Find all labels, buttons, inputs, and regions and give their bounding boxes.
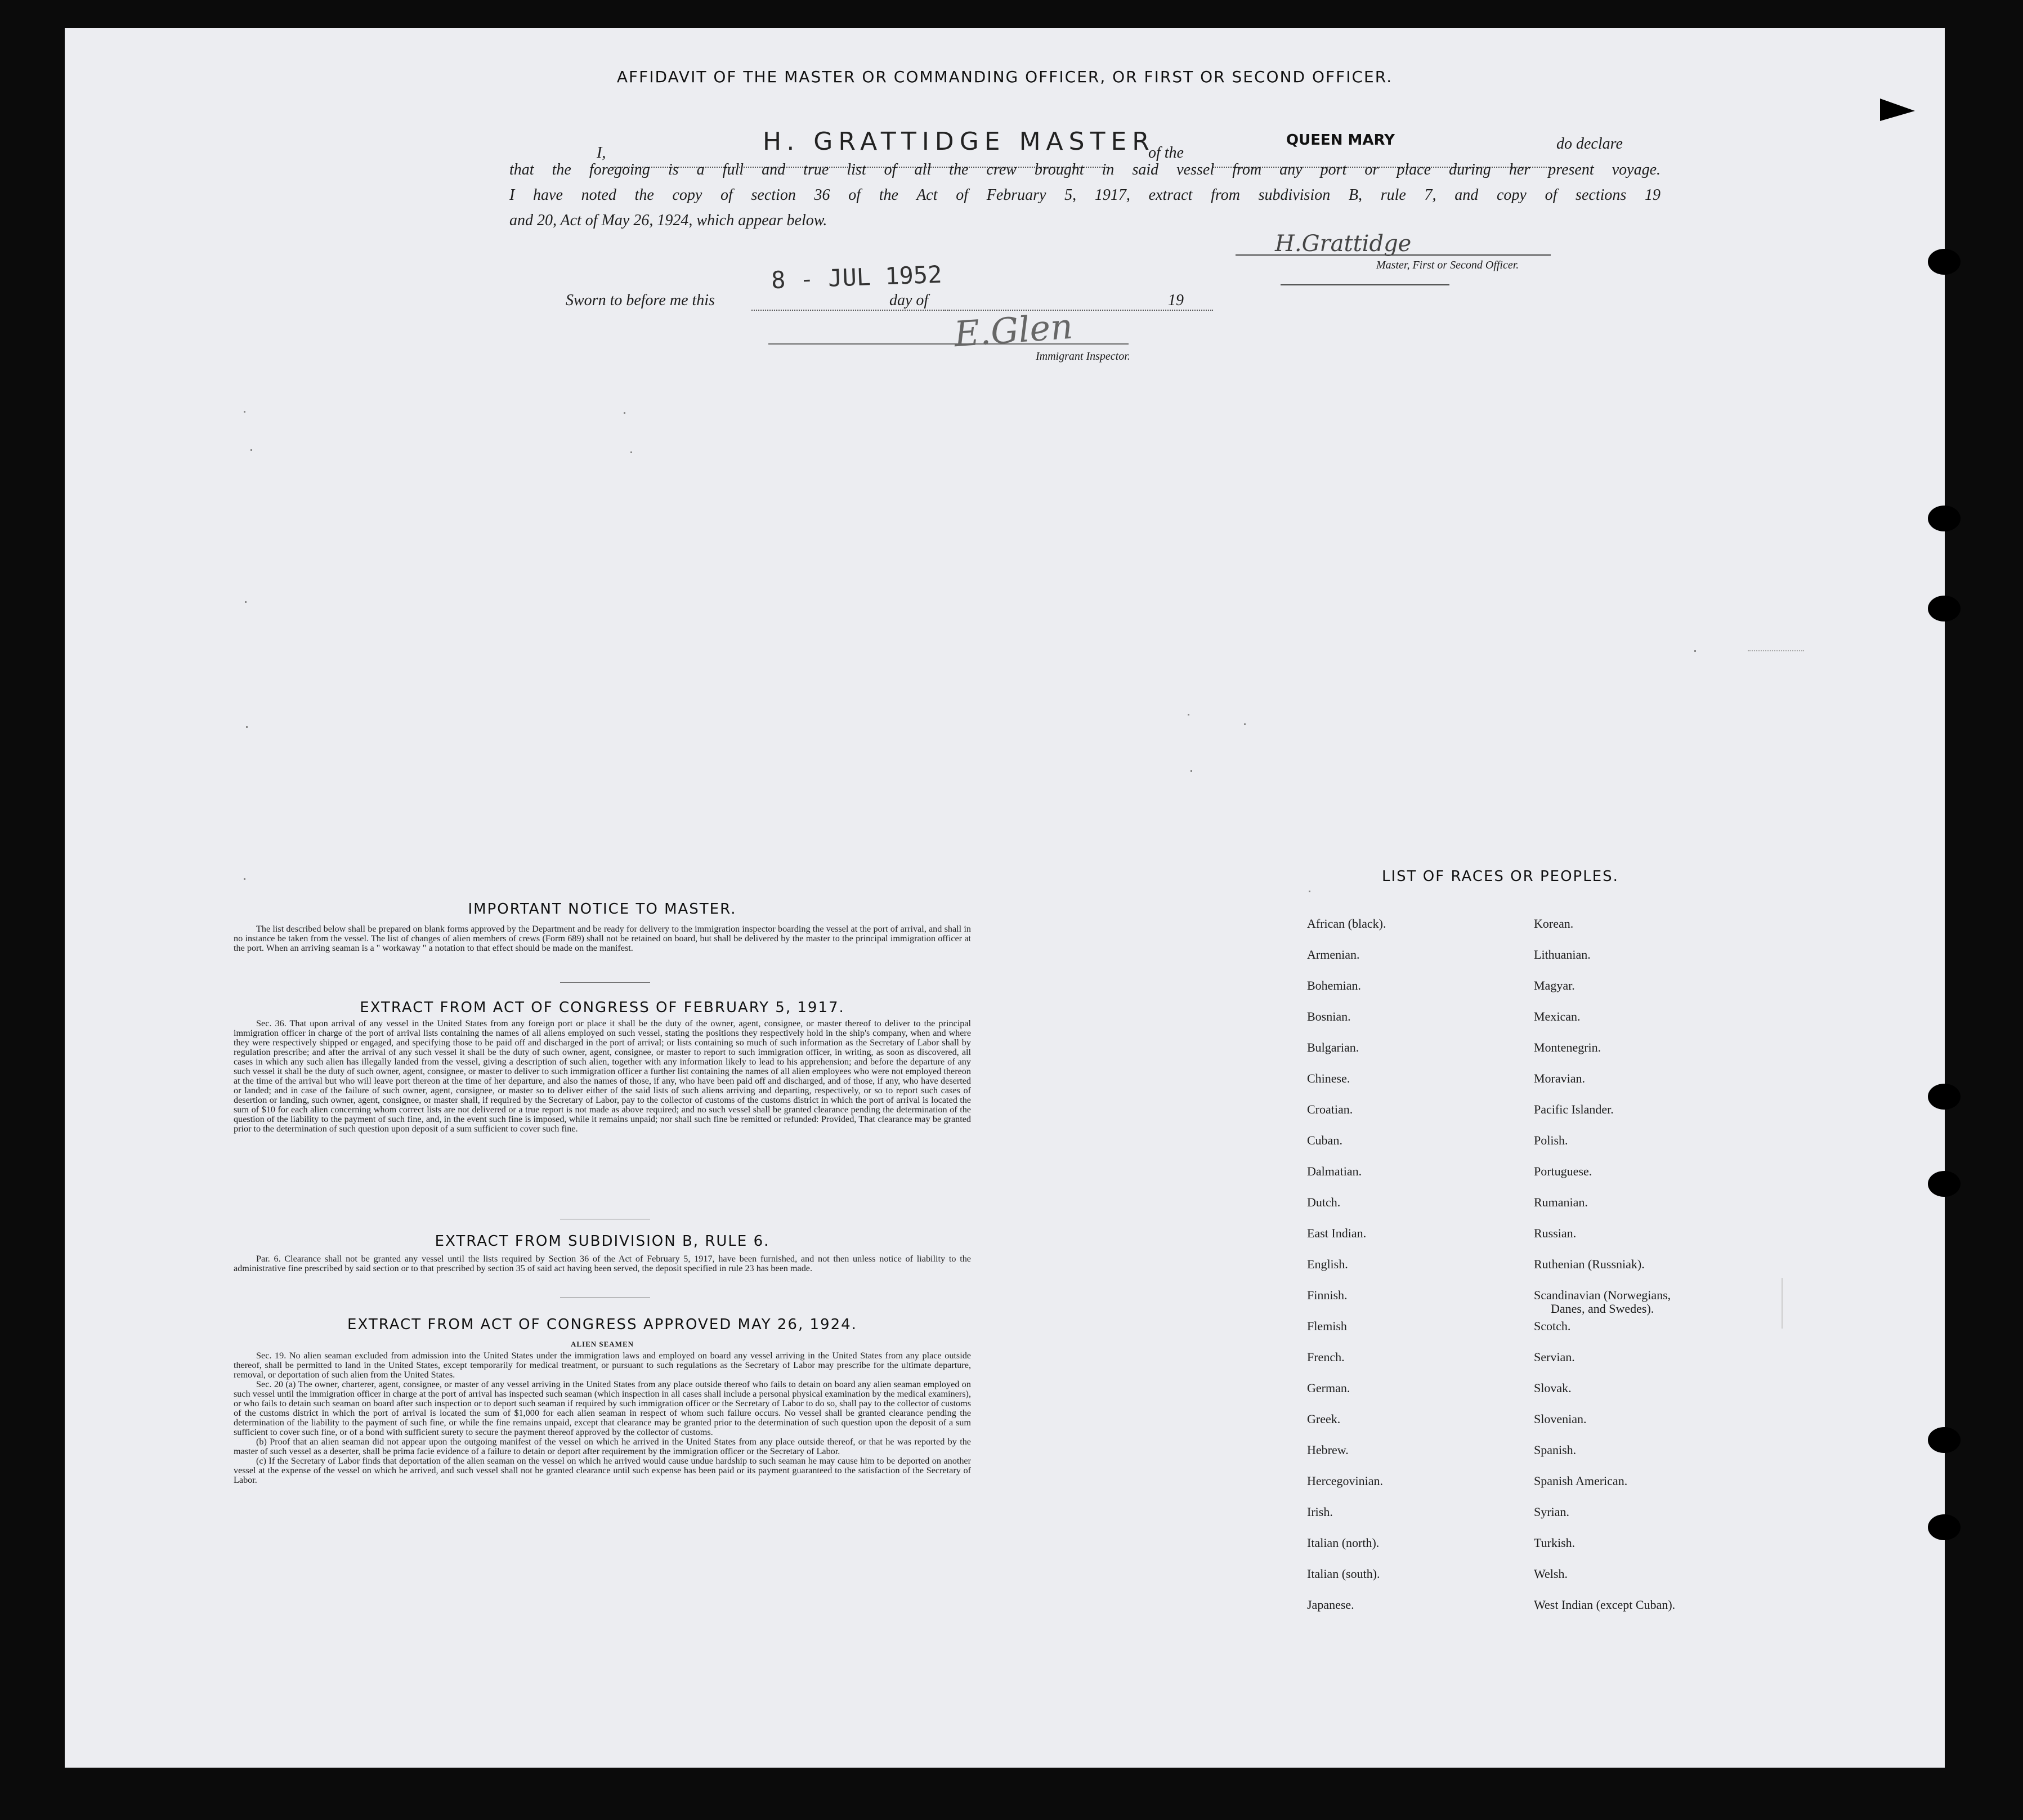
scan-dot bbox=[1694, 650, 1696, 652]
affidavit-title: AFFIDAVIT OF THE MASTER OR COMMANDING OFFICER, OR FIRST OR SECOND OFFICER. bbox=[616, 68, 1393, 86]
notice-heading: IMPORTANT NOTICE TO MASTER. bbox=[468, 901, 737, 918]
scan-dot bbox=[630, 451, 632, 453]
race-item: Polish. bbox=[1534, 1133, 1568, 1147]
scan-dot bbox=[1188, 714, 1189, 716]
sec-36-paragraph: Sec. 36. That upon arrival of any vessel in the United States from any foreign port or place it shall be the duty of the owner, agent, consignee, or master thereof to deliver to the principal immigration officer in charge of the port of arrival lists containing the names of all aliens employed on such vessel, stating the positions they respectively hold in the ship's company, when and where they were respectively shipped or engaged, and specifying those to be paid off and discharged in the port of arrival; or lists containing so much of such information as the Secretary of Labor shall by regulation prescribe; and after the arrival of any such vessel it shall be the duty of such owner, agent, consignee, or master to report to such immigration officer, in writing, as soon as discovered, all cases in which any such alien has illegally landed from the vessel, giving a description of such alien, together with any information likely to lead to his apprehension; and before the departure of any such vessel it shall be the duty of such owner, agent, consignee, or master to deliver to such immigration officer a further list containing the names of all alien employees who were not employed thereon at the time of the arrival but who will leave port thereon at the time of her departure, and also the names of those, if any, who have been paid off and discharged, and of those, if any, who have deserted or landed; and in case of the failure of such owner, agent, consignee, or master so to deliver either of the said lists of such aliens arriving and departing, respectively, or so to report such cases of desertion or landing, such owner, agent, consignee, or master shall, if required by the Secretary of Labor, pay to the collector of customs of the customs district in which the port of arrival is located the sum of $10 for each alien concerning whom correct lists are not delivered or a true report is not made as above required; and no such vessel shall be granted clearance pending the determination of the question of the liability to the payment of such fine, and, in the event such fine is imposed, while it remains unpaid; nor shall such fine be remitted or refunded: Provided, That clearance may be granted prior to the determination of such question upon deposit of a sum sufficient to cover such fine. bbox=[234, 1018, 971, 1134]
inspector-caption: Immigrant Inspector. bbox=[1036, 350, 1130, 363]
race-item: Hebrew. bbox=[1307, 1443, 1349, 1457]
master-name-handwritten: H. GRATTIDGE MASTER bbox=[763, 127, 1155, 156]
race-item: Moravian. bbox=[1534, 1071, 1586, 1085]
race-item: East Indian. bbox=[1307, 1226, 1367, 1240]
day-of-label: day of bbox=[889, 292, 929, 309]
race-item: Bohemian. bbox=[1307, 978, 1361, 992]
race-item: Greek. bbox=[1307, 1412, 1341, 1426]
par-6-paragraph: Par. 6. Clearance shall not be granted any vessel until the lists required by Section 36 of the Act of February 5, 1917, have been furnished, and not then unless notice of liability to the administrative fine prescribed by said section or to that prescribed by section 35 of said act having been served, the deposit specified in rule 23 has been made. bbox=[234, 1254, 971, 1273]
punch-hole bbox=[1928, 1084, 1961, 1110]
race-item: Bosnian. bbox=[1307, 1009, 1351, 1023]
document-page bbox=[65, 28, 1945, 1768]
punch-hole bbox=[1928, 249, 1961, 275]
sworn-underline-2 bbox=[943, 310, 1213, 311]
punch-hole bbox=[1928, 1171, 1961, 1197]
extract-1924-body bbox=[234, 1351, 971, 1485]
race-item: Italian (north). bbox=[1307, 1536, 1380, 1550]
sec-19-paragraph: Sec. 19. No alien seaman excluded from admission into the United States under the immigration laws and employed on board any vessel arriving in the United States from any place outside thereof, shall be permitted to land in the United States, except temporarily for medical treatment, or pursuant to such regulations as the Secretary of Labor may prescribe for the ultimate departure, removal, or deportation of such alien from the United States. bbox=[234, 1351, 971, 1380]
punch-hole bbox=[1928, 506, 1961, 531]
race-item: Finnish. bbox=[1307, 1288, 1348, 1302]
affidavit-line-4: and 20, Act of May 26, 1924, which appear below. bbox=[509, 212, 827, 229]
scan-dot bbox=[1309, 891, 1310, 892]
subdivision-b-heading: EXTRACT FROM SUBDIVISION B, RULE 6. bbox=[435, 1233, 770, 1250]
master-signature: H.Grattidge bbox=[1275, 231, 1412, 257]
race-item: Scotch. bbox=[1534, 1319, 1571, 1333]
race-item: Dalmatian. bbox=[1307, 1164, 1362, 1178]
race-item: Irish. bbox=[1307, 1505, 1333, 1519]
scan-dot bbox=[1190, 770, 1192, 772]
race-item: Japanese. bbox=[1307, 1598, 1354, 1612]
race-item: Mexican. bbox=[1534, 1009, 1581, 1023]
sworn-label: Sworn to before me this bbox=[566, 292, 715, 309]
year-prefix: 19 bbox=[1168, 292, 1184, 309]
race-item: Syrian. bbox=[1534, 1505, 1569, 1519]
scan-dot bbox=[246, 726, 248, 728]
race-item: Armenian. bbox=[1307, 947, 1360, 962]
subdivision-b-body bbox=[234, 1254, 971, 1273]
do-declare-label: do declare bbox=[1556, 135, 1623, 153]
race-item: Turkish. bbox=[1534, 1536, 1576, 1550]
race-item: Flemish bbox=[1307, 1319, 1347, 1333]
race-item: Portuguese. bbox=[1534, 1164, 1592, 1178]
race-item: Chinese. bbox=[1307, 1071, 1350, 1085]
vessel-name: QUEEN MARY bbox=[1286, 132, 1395, 149]
race-item: English. bbox=[1307, 1257, 1348, 1271]
scan-dot bbox=[245, 601, 247, 603]
scan-dot bbox=[244, 878, 245, 880]
race-item: Croatian. bbox=[1307, 1102, 1353, 1116]
date-stamp: 8 - JUL 1952 bbox=[771, 260, 943, 294]
sec-20a-paragraph: Sec. 20 (a) The owner, charterer, agent, consignee, or master of any vessel arriving in the United States from any place outside thereof who fails to detain on board any alien seaman employed on such vessel until the immigration officer in charge at the port of arrival has inspected such seaman (which inspection in all cases shall include a personal physical examination by the medical examiners), or who fails to detain such seaman on board after such inspection or to deport such seaman if required by such immigration officer or the Secretary of Labor to do so, shall pay to the collector of customs of the customs district in which the port of arrival is located the sum of $1,000 for each alien seaman in respect of whom such failure occurs. No vessel shall be granted clearance pending the determination of the liability to the payment of such fine, or while the fine remains unpaid, except that clearance may be granted prior to the determination of such question upon the deposit of a sum sufficient to cover such fine, or of a bond with sufficient surety to secure the payment thereof approved by the collector of customs. bbox=[234, 1379, 971, 1437]
race-item: Scandinavian (Norwegians, bbox=[1534, 1288, 1671, 1302]
races-heading: LIST OF RACES OR PEOPLES. bbox=[1382, 868, 1619, 885]
signature-line bbox=[1236, 254, 1551, 256]
race-item: Spanish. bbox=[1534, 1443, 1577, 1457]
race-item: Magyar. bbox=[1534, 978, 1575, 992]
sec-20b-paragraph: (b) Proof that an alien seaman did not appear upon the outgoing manifest of the vessel on which he arrived in the United States from any place outside thereof, or that he was reported by the master of such vessel as a deserter, shall be prima facie evidence of a failure to detain or deport after requirement by the immigration officer or the Secretary of Labor. bbox=[234, 1437, 971, 1456]
race-item: Spanish American. bbox=[1534, 1474, 1628, 1488]
race-item: Korean. bbox=[1534, 916, 1574, 931]
race-item: Hercegovinian. bbox=[1307, 1474, 1383, 1488]
alien-seamen-subheading: ALIEN SEAMEN bbox=[570, 1340, 634, 1348]
punch-hole bbox=[1928, 1427, 1961, 1453]
race-item: French. bbox=[1307, 1350, 1345, 1364]
race-item: Ruthenian (Russniak). bbox=[1534, 1257, 1645, 1271]
race-item: African (black). bbox=[1307, 916, 1386, 931]
scan-dot bbox=[624, 412, 625, 414]
race-item: Slovenian. bbox=[1534, 1412, 1587, 1426]
notice-body bbox=[234, 924, 971, 953]
race-item: Bulgarian. bbox=[1307, 1040, 1359, 1054]
affidavit-i: I, bbox=[597, 144, 606, 162]
race-item: Pacific Islander. bbox=[1534, 1102, 1614, 1116]
race-item: Servian. bbox=[1534, 1350, 1575, 1364]
notice-paragraph: The list described below shall be prepared on blank forms approved by the Department and be ready for delivery to the immigration inspector boarding the vessel at the port of arrival, and shall in no instance be taken from the vessel. The list of changes of alien members of crews (Form 689) shall not be retained on board, but shall be delivered by the master to the principal immigration officer at the port. When an arriving seaman is a " workaway " a notation to that effect should be made on the manifest. bbox=[234, 924, 971, 953]
race-item: West Indian (except Cuban). bbox=[1534, 1598, 1676, 1612]
race-item: Montenegrin. bbox=[1534, 1040, 1601, 1054]
affidavit-line-2: that the foregoing is a full and true list of all the crew brought in said vessel from any port or place during her present voyage. bbox=[509, 161, 1661, 178]
race-item: Lithuanian. bbox=[1534, 947, 1591, 962]
extract-1924-heading: EXTRACT FROM ACT OF CONGRESS APPROVED MAY 26, 1924. bbox=[347, 1316, 857, 1333]
punch-hole bbox=[1928, 1514, 1961, 1540]
race-item: Dutch. bbox=[1307, 1195, 1341, 1209]
of-the-label: of the bbox=[1148, 144, 1184, 162]
inspector-signature: E.Glen bbox=[952, 305, 1075, 355]
master-caption: Master, First or Second Officer. bbox=[1376, 259, 1519, 271]
inspector-line bbox=[768, 343, 1129, 345]
race-item: Russian. bbox=[1534, 1226, 1577, 1240]
extract-1917-heading: EXTRACT FROM ACT OF CONGRESS OF FEBRUARY 5, 1917. bbox=[360, 999, 845, 1016]
divider bbox=[560, 982, 650, 983]
race-item: German. bbox=[1307, 1381, 1350, 1395]
scan-dot bbox=[250, 449, 252, 451]
signature-underline bbox=[1281, 284, 1449, 285]
bleed-mark bbox=[1782, 1278, 1811, 1329]
scan-dot bbox=[1244, 723, 1246, 725]
race-item: Cuban. bbox=[1307, 1133, 1342, 1147]
scandinavian-continuation: Danes, and Swedes). bbox=[1551, 1302, 1654, 1316]
punch-hole bbox=[1928, 596, 1961, 621]
race-item: Italian (south). bbox=[1307, 1567, 1380, 1581]
race-item: Welsh. bbox=[1534, 1567, 1568, 1581]
race-item: Slovak. bbox=[1534, 1381, 1572, 1395]
scan-dot bbox=[244, 411, 245, 413]
race-item: Rumanian. bbox=[1534, 1195, 1588, 1209]
bleed-mark bbox=[1748, 650, 1804, 651]
extract-1917-body bbox=[234, 1019, 971, 1134]
sworn-underline-1 bbox=[751, 310, 948, 311]
affidavit-line-3: I have noted the copy of section 36 of the Act of February 5, 1917, extract from subdivision B, rule 7, and copy of sections 19 bbox=[509, 186, 1661, 204]
sec-20c-paragraph: (c) If the Secretary of Labor finds that deportation of the alien seaman on the vessel on which he arrived would cause undue hardship to such seaman he may cause him to be deported on another vessel at the expense of the vessel on which he arrived, and such vessel shall not be granted clearance until such expense has been paid or its payment guaranteed to the satisfaction of the Secretary of Labor. bbox=[234, 1456, 971, 1485]
